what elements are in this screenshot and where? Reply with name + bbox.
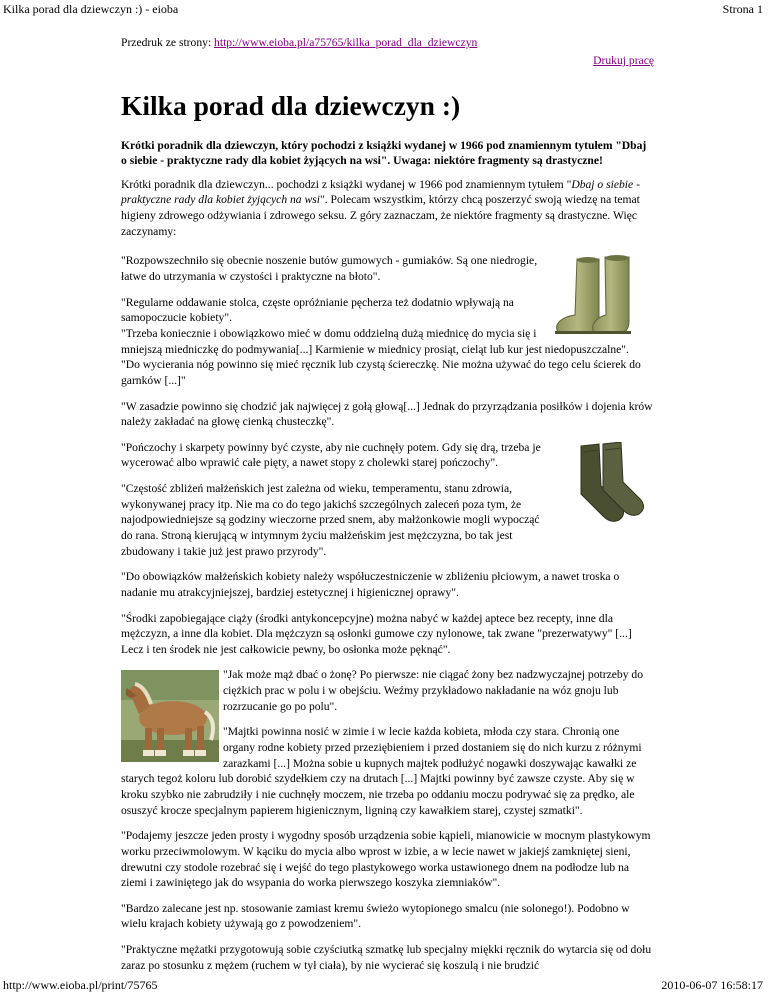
source-prefix: Przedruk ze strony: xyxy=(121,36,215,49)
intro-text-2: ". Polecam wszystkim, którzy chcą poszerzyć swoją wiedzę na temat higieny zdrowego odżywiania i zdrowego seksu. Z góry zaznaczam, że niektóre fragmenty są drastyczne. Więc zaczynamy: xyxy=(121,193,640,238)
horse-image xyxy=(121,670,219,762)
paragraph-hygiene-2: "Trzeba koniecznie i obowiązkowo mieć w domu oddzielną dużą miednicę do mycia się i mniejszą miedniczkę do podmywania[...] Karmienie w miednicy prosiąt, cieląt lub kur jest niedopuszczalne". xyxy=(121,326,629,356)
source-link[interactable]: http://www.eioba.pl/a75765/kilka_porad_dla_dziewczyn xyxy=(214,36,478,49)
footer-datetime: 2010-06-07 16:58:17 xyxy=(661,978,763,992)
paragraph-headwear: "W zasadzie powinno się chodzić jak najwięcej z gołą głową[...] Jednak do przyrządzania posiłków i dojenia krów należy zakładać na głowę cienką chusteczkę". xyxy=(121,399,653,429)
article-lead: Krótki poradnik dla dziewczyn, który pochodzi z książki wydanej w 1966 pod znamiennym tytułem "Dbaj o siebie - praktyczne rady dla kobiet żyjących na wsi". Uwaga: niektóre fragmenty są drastyczne! xyxy=(121,138,647,168)
footer-url: http://www.eioba.pl/print/75765 xyxy=(3,978,158,992)
paragraph-boots: "Rozpowszechniło się obecnie noszenie butów gumowych - gumiaków. Są one niedrogie, łatwe do utrzymania w czystości i praktyczne na błoto". xyxy=(121,254,538,284)
source-line xyxy=(121,35,654,51)
paragraph-hygiene-1: "Regularne oddawanie stolca, częste opróżnianie pęcherza też dodatnio wpływają na samopoczucie kobiety". xyxy=(121,295,514,325)
article-intro xyxy=(121,177,654,240)
article-title: Kilka porad dla dziewczyn :) xyxy=(121,90,461,122)
paragraph-frequency: "Częstość zbliżeń małżeńskich jest zależna od wieku, temperamentu, stanu zdrowia, wykonywanej pracy itp. Nie ma co do tego jakichś szczególnych zaleceń poza tym, że najodpowiedniejsze są godziny wieczorne przed snem, aby małżonkowie mogli wypocząć do rana. Stroną kierującą w intymnym życiu małżeńskim jest mężczyzna, bo tak jest zbudowany i takie już jest prawo przyrody". xyxy=(121,482,540,558)
paragraph-cream: "Bardzo zalecane jest np. stosowanie zamiast kremu świeżo wytopionego smalcu (nie solonego!). Podobno w wielu krajach kobiety używają go z powodzeniem". xyxy=(121,901,630,931)
socks-image xyxy=(551,442,649,526)
page-header-title: Kilka porad dla dziewczyn :) - eioba xyxy=(3,2,179,16)
paragraph-towel: "Praktyczne mężatki przygotowują sobie czyściutką szmatkę lub specjalny miękki ręcznik do wytarcia się od dołu zaraz po stosunku z mężem (ruchem w tył ciała), by nie wycierać się koszulą i nie brudzić xyxy=(121,943,652,972)
paragraph-husband: "Jak może mąż dbać o żonę? Po pierwsze: nie ciągać żony bez nadzwyczajnej potrzeby do ciężkich prac w polu i w obejściu. Weźmy przykładowo nakładanie na wóz gnoju lub rozrzucanie go po polu". xyxy=(223,668,643,713)
print-link-row xyxy=(121,53,654,69)
paragraph-stockings: "Pończochy i skarpety powinny być czyste, aby nie cuchnęły potem. Gdy się drą, trzeba je wycerować albo wprawić całe pięty, a nawet stopy z cholewki starej pończochy". xyxy=(121,440,541,470)
paragraph-duties: "Do obowiązków małżeńskich kobiety należy współuczestniczenie w zbliżeniu płciowym, a nawet troska o nadanie mu atrakcyjniejszej, bardziej estetycznej i higienicznej oprawy". xyxy=(121,570,620,599)
article-content xyxy=(121,35,654,983)
rubber-boots-image xyxy=(549,255,649,337)
paragraph-bath: "Podajemy jeszcze jeden prosty i wygodny sposób urządzenia sobie kąpieli, mianowicie w mocnym plastykowym worku przeciwmolowym. W kąciku do mycia albo wprost w izbie, a w lecie nawet w jakiejś zamkniętej sieni, drewutni czy stodole rozebrać się i wejść do tego plastykowego worka ustawionego dnem na podłodze lub na ziemi i zawiniętego jak do wsypania do worka pierwszego koszyka ziemniaków". xyxy=(121,829,651,890)
print-link[interactable]: Drukuj pracę xyxy=(593,53,654,67)
paragraph-hygiene-3: "Do wycierania nóg powinno się mieć ręcznik lub czystą ściereczkę. Nie można używać do tego celu ścierek do garnków [...]" xyxy=(121,358,641,387)
page-number: Strona 1 xyxy=(722,2,763,16)
intro-text-1: Krótki poradnik dla dziewczyn... pochodzi z książki wydanej w 1966 pod znamiennym tytułem " xyxy=(121,177,572,191)
paragraph-contraception: "Środki zapobiegające ciąży (środki antykoncepcyjne) można nabyć w każdej aptece bez recepty, inne dla mężczyzn, a inne dla kobiet. Dla mężczyzn są osłonki gumowe czy nylonowe, tak zwane "prezerwatywy" [...] Lecz i ten środek nie jest całkowicie pewny, bo osłonka może pęknąć". xyxy=(121,611,632,656)
intro-book-title: Dbaj o siebie - praktyczne rady dla kobiet żyjących na wsi xyxy=(121,177,640,207)
paragraph-underwear: "Majtki powinna nosić w zimie i w lecie każda kobieta, młoda czy stara. Chronią one organy rodne kobiety przed przeziębieniem i przed dostaniem się do nich kurzu z różnymi zarazkami [...] Można sobie u kupnych majtek podłużyć nogawki doszywając kawałki ze starych tegoż koloru lub dorobić szydełkiem czy na drutach [...] Majtki powinny być zawsze czyste. Aby się w kroku szybko nie zabrudziły i nie cuchnęły moczem, nie trzeba po oddaniu moczu podrywać się za prędko, ale osuszyć krocze specjalnym papierem higienicznym, ligniną czy kawałkiem starej, czystej szmatki". xyxy=(121,725,642,817)
